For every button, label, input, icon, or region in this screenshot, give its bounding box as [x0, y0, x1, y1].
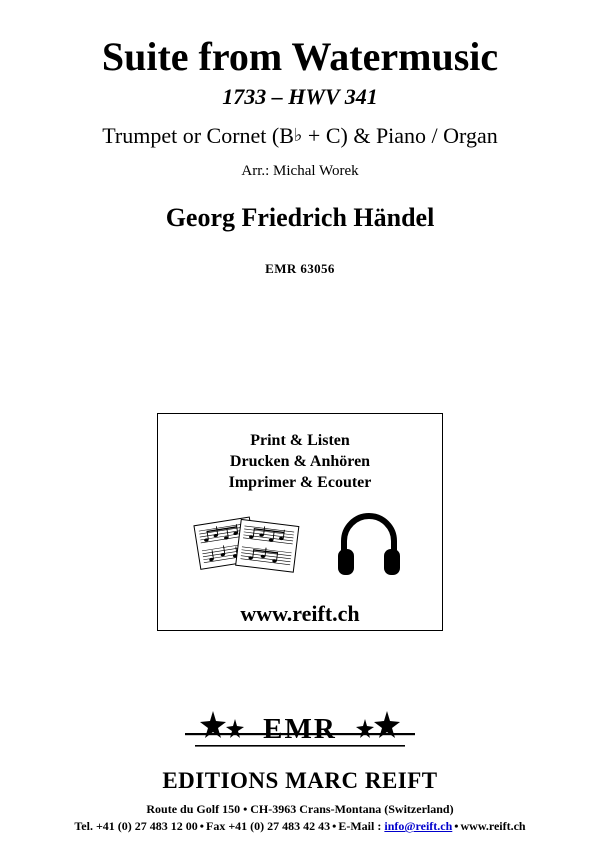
catalog-number: EMR 63056	[265, 261, 335, 276]
telephone: Tel. +41 (0) 27 483 12 00	[74, 819, 198, 833]
arranger-credit: Arr.: Michal Worek	[241, 163, 359, 179]
promo-lines	[158, 430, 442, 493]
separator-2: •	[332, 819, 337, 833]
instrumentation-prefix: Trumpet or Cornet (B	[102, 123, 294, 148]
publisher-name: EDITIONS MARC REIFT	[162, 768, 438, 793]
promo-line-fr: Imprimer & Ecouter	[228, 474, 372, 491]
fax: Fax +41 (0) 27 483 42 43	[205, 819, 331, 833]
separator-3: •	[454, 819, 459, 833]
separator-1: •	[199, 819, 204, 833]
emr-logo-text: EMR	[263, 713, 337, 745]
promo-line-de: Drucken & Anhören	[229, 453, 371, 470]
title-block	[0, 34, 600, 277]
promo-line-en: Print & Listen	[250, 432, 350, 449]
sheet-music-icon	[192, 503, 312, 591]
instrumentation	[0, 122, 600, 149]
email-label: E-Mail :	[338, 819, 385, 833]
flat-symbol: ♭	[293, 125, 303, 145]
headphones-icon	[336, 511, 402, 581]
instrumentation-suffix: + C) & Piano / Organ	[302, 123, 498, 148]
emr-logo-icon	[165, 705, 435, 765]
emr-logo	[0, 705, 600, 765]
composer-name: Georg Friedrich Händel	[165, 203, 435, 232]
publisher-address: Route du Golf 150 • CH-3963 Crans-Montana (Switzerland)	[146, 802, 454, 816]
promo-artwork	[158, 503, 442, 595]
email-link[interactable]: info@reift.ch	[384, 819, 453, 833]
website-link[interactable]: www.reift.ch	[460, 819, 526, 833]
footer	[0, 705, 600, 834]
work-subtitle: 1733 – HWV 341	[222, 84, 378, 109]
page-title: Suite from Watermusic	[101, 34, 499, 79]
publisher-contact	[0, 818, 600, 834]
promo-website[interactable]: www.reift.ch	[240, 601, 360, 626]
print-and-listen-box	[157, 413, 443, 631]
